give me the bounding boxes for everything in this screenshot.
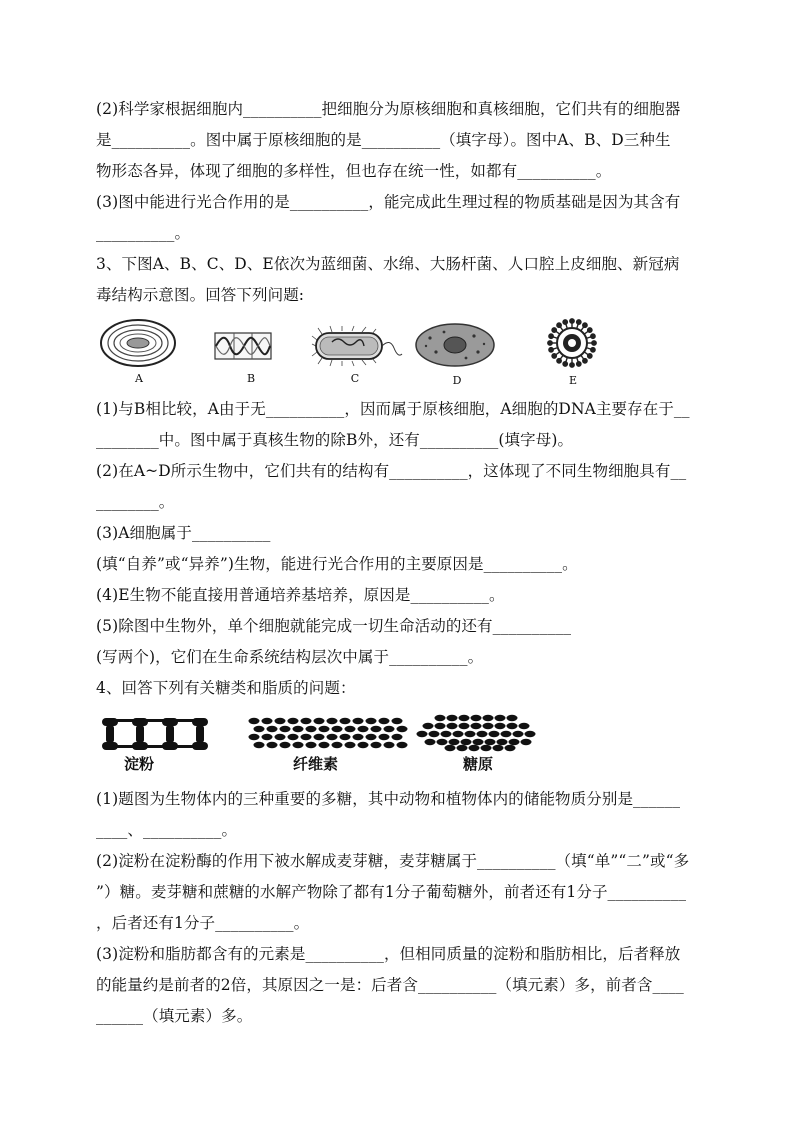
glycogen-label: 糖原	[463, 755, 494, 773]
text-line: (5)除图中生物外，单个细胞就能完成一切生命活动的还有__________	[96, 617, 572, 635]
text-line: 是__________。图中属于原核细胞的是__________（填字母）。图中A、B、D三种生	[96, 131, 671, 149]
figure-label-c: C	[350, 372, 360, 385]
figure-label-d: D	[452, 374, 462, 387]
glycogen-illustration	[420, 712, 550, 752]
text-line: ________中。图中属于真核生物的除B外，还有__________(填字母)。	[96, 431, 574, 449]
text-line: (写两个)，它们在生命系统结构层次中属于__________。	[96, 648, 484, 666]
starch-illustration	[96, 716, 226, 752]
text-line: __________。	[96, 224, 191, 242]
epithelial-cell-illustration	[414, 322, 496, 368]
text-line: (3)淀粉和脂肪都含有的元素是__________，但相同质量的淀粉和脂肪相比，后者释放	[96, 945, 681, 963]
spirogyra-illustration	[214, 331, 274, 363]
text-line: 毒结构示意图。回答下列问题:	[96, 286, 305, 304]
cellulose-label: 纤维素	[293, 755, 339, 773]
figure-label-b: B	[246, 372, 256, 385]
text-line: ______（填元素）多。	[96, 1007, 253, 1025]
text-line: ，后者还有1分子__________。	[96, 914, 310, 932]
text-line: ”）糖。麦芽糖和蔗糖的水解产物除了都有1分子葡萄糖外，前者还有1分子__________	[96, 883, 687, 901]
text-line: (填“自养”或“异养”)生物，能进行光合作用的主要原因是__________。	[96, 555, 578, 573]
question-3-heading: 3、下图A、B、C、D、E依次为蓝细菌、水绵、大肠杆菌、人口腔上皮细胞、新冠病	[96, 255, 680, 273]
text-line: (2)淀粉在淀粉酶的作用下被水解成麦芽糖，麦芽糖属于__________（填“单”“二”或“多	[96, 852, 690, 870]
text-line: (1)与B相比较，A由于无__________，因而属于原核细胞，A细胞的DNA主要存在于__	[96, 400, 690, 418]
text-line: ________。	[96, 493, 175, 511]
cellulose-illustration	[246, 716, 416, 750]
text-line: ____、__________。	[96, 821, 238, 839]
coronavirus-illustration	[537, 318, 607, 368]
text-line: (2)在A~D所示生物中，它们共有的结构有__________，这体现了不同生物细胞具有__	[96, 462, 687, 480]
figure-label-a: A	[135, 372, 143, 385]
text-line: (3)图中能进行光合作用的是__________，能完成此生理过程的物质基础是因为其含有	[96, 193, 681, 211]
text-line: 的能量约是前者的2倍，其原因之一是：后者含__________（填元素）多，前者含____	[96, 976, 684, 994]
text-line: (1)题图为生物体内的三种重要的多糖，其中动物和植物体内的储能物质分别是______	[96, 790, 681, 808]
starch-label: 淀粉	[124, 755, 155, 773]
text-line: (3)A细胞属于__________	[96, 524, 271, 542]
text-line: (2)科学家根据细胞内__________把细胞分为原核细胞和真核细胞，它们共有的细胞器	[96, 100, 681, 118]
text-line: 物形态各异，体现了细胞的多样性，但也存在统一性，如都有__________。	[96, 162, 612, 180]
question-4-heading: 4、回答下列有关糖类和脂质的问题：	[96, 679, 356, 697]
figure-label-e: E	[568, 374, 578, 387]
text-line: (4)E生物不能直接用普通培养基培养，原因是__________。	[96, 586, 505, 604]
e-coli-illustration	[312, 326, 404, 368]
